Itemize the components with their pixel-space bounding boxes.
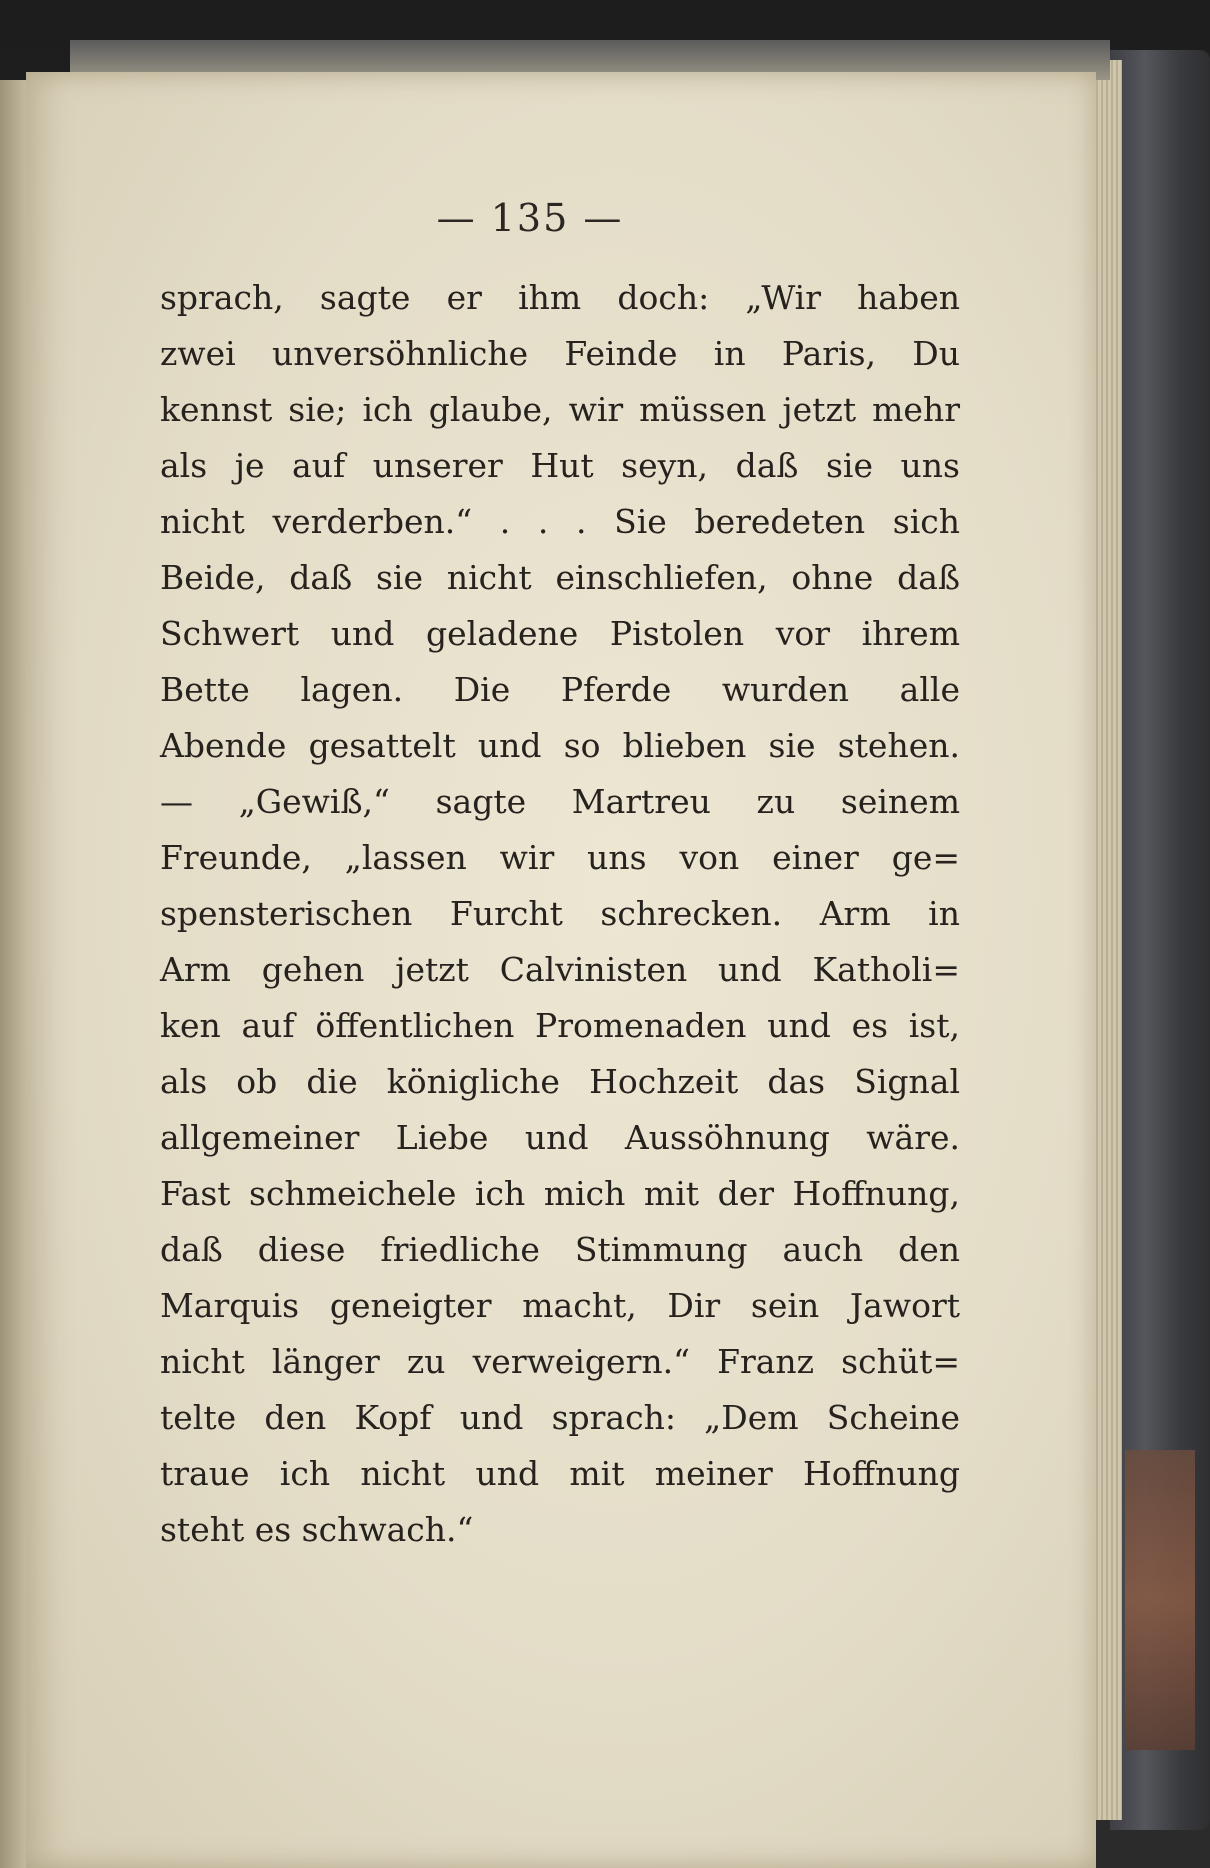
text-line: ken auf öffentlichen Promenaden und es ist, bbox=[160, 1006, 960, 1045]
text-line: daß diese friedliche Stimmung auch den bbox=[160, 1230, 960, 1269]
text-line: Bette lagen. Die Pferde wurden alle bbox=[160, 670, 960, 709]
text-line: als je auf unserer Hut seyn, daß sie uns bbox=[160, 446, 960, 485]
text-line: als ob die königliche Hochzeit das Signal bbox=[160, 1062, 960, 1101]
text-line: zwei unversöhnliche Feinde in Paris, Du bbox=[160, 334, 960, 373]
body-text bbox=[160, 270, 960, 1558]
text-line: steht es schwach.“ bbox=[160, 1510, 474, 1549]
text-line: Abende gesattelt und so blieben sie stehen. bbox=[160, 726, 960, 765]
page-number: — 135 — bbox=[436, 196, 624, 240]
text-line: Marquis geneigter macht, Dir sein Jawort bbox=[160, 1286, 960, 1325]
text-line: traue ich nicht und mit meiner Hoffnung bbox=[160, 1454, 960, 1493]
text-line: Fast schmeichele ich mich mit der Hoffnung, bbox=[160, 1174, 960, 1213]
text-line: sprach, sagte er ihm doch: „Wir haben bbox=[160, 278, 960, 317]
text-line: kennst sie; ich glaube, wir müssen jetzt mehr bbox=[160, 390, 960, 429]
text-line: Freunde, „lassen wir uns von einer ge= bbox=[160, 838, 960, 877]
book-cover-worn-corner bbox=[1125, 1450, 1195, 1750]
text-line: Arm gehen jetzt Calvinisten und Katholi= bbox=[160, 950, 960, 989]
text-line: telte den Kopf und sprach: „Dem Scheine bbox=[160, 1398, 960, 1437]
text-line: allgemeiner Liebe und Aussöhnung wäre. bbox=[160, 1118, 960, 1157]
text-line: Schwert und geladene Pistolen vor ihrem bbox=[160, 614, 960, 653]
text-line: nicht verderben.“ . . . Sie beredeten sich bbox=[160, 502, 960, 541]
text-line: spensterischen Furcht schrecken. Arm in bbox=[160, 894, 960, 933]
text-line: — „Gewiß,“ sagte Martreu zu seinem bbox=[160, 782, 960, 821]
text-line: Beide, daß sie nicht einschliefen, ohne daß bbox=[160, 558, 960, 597]
text-line: nicht länger zu verweigern.“ Franz schüt= bbox=[160, 1342, 960, 1381]
